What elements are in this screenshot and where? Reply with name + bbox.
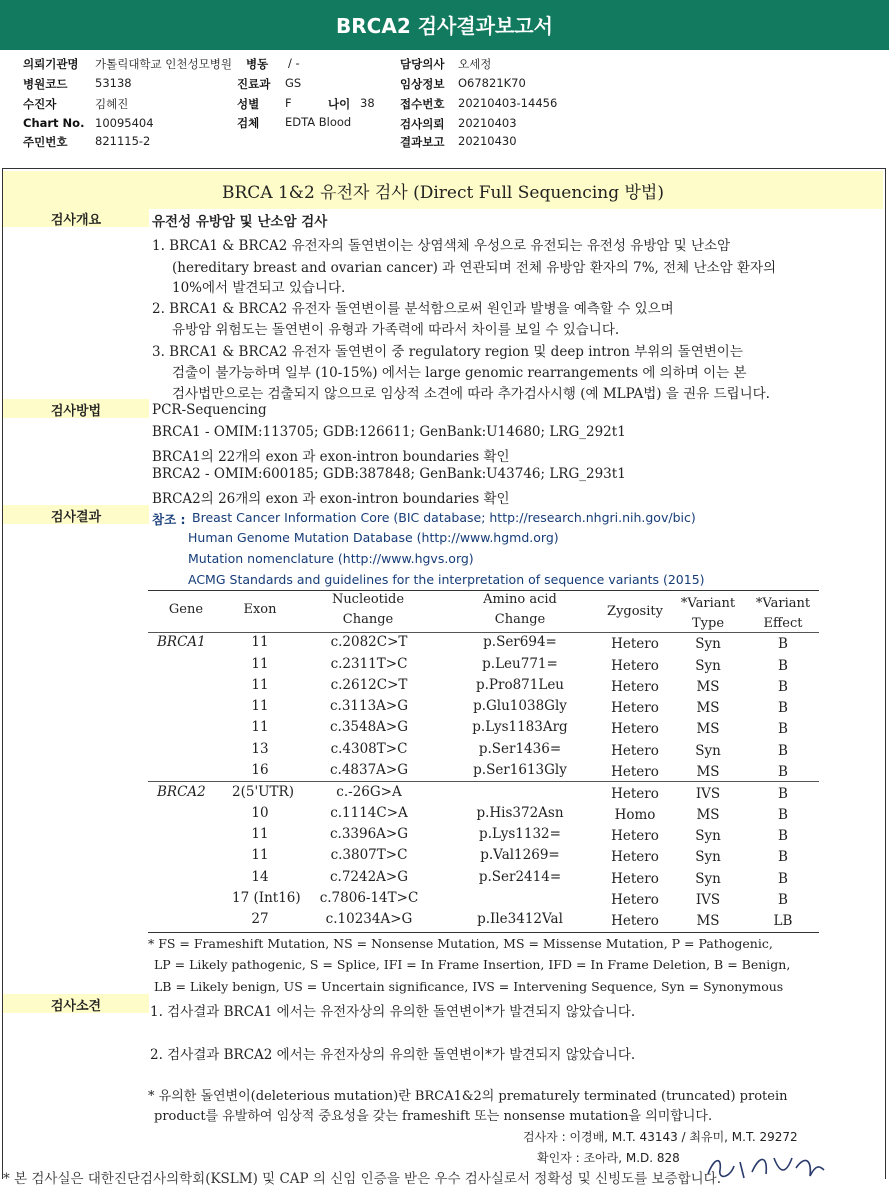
- th-amino-line1: Amino acid: [483, 592, 557, 607]
- table-bottom-rule: [148, 932, 819, 933]
- test-title: BRCA 1&2 유전자 검사 (Direct Full Sequencing 방법): [222, 183, 664, 203]
- cell-aa: p.Ser694=: [483, 634, 557, 650]
- label-request-date: 검사의뢰: [400, 117, 445, 131]
- overview-line: (hereditary breast and ovarian cancer) 과 연관되며 전체 유방암 환자의 7%, 전체 난소암 환자의: [172, 260, 777, 276]
- abbrev-line: LP = Likely pathogenic, S = Splice, IFI = In Frame Insertion, IFD = In Frame Deletion, B = Benign,: [154, 957, 791, 972]
- value-patient: 김혜진: [95, 97, 129, 111]
- cell-zyg: Hetero: [611, 828, 659, 844]
- cell-exon: 17 (Int16): [232, 890, 301, 906]
- cell-effect: B: [778, 658, 788, 674]
- overview-line: 유방암 위험도는 돌연변이 유형과 가족력에 따라서 차이를 보일 수 있습니다.: [172, 322, 620, 338]
- th-veffect-line1: *Variant: [755, 596, 811, 611]
- section-findings: 검사소견: [50, 999, 102, 1014]
- label-clinical-info: 임상정보: [400, 77, 445, 91]
- section-overview: 검사개요: [50, 213, 102, 228]
- cell-zyg: Hetero: [611, 892, 659, 908]
- cell-nuc: c.2612C>T: [330, 677, 408, 693]
- cell-nuc: c.7242A>G: [329, 869, 409, 885]
- cell-effect: B: [778, 849, 788, 865]
- reference-acmg: ACMG Standards and guidelines for the interpretation of sequence variants (2015): [188, 572, 705, 587]
- abbrev-line: LB = Likely benign, US = Uncertain significance, IVS = Intervening Sequence, Syn = Synonymous: [154, 979, 784, 994]
- confirmer-signature: 확인자 : 조아라, M.D. 828: [537, 1151, 680, 1165]
- cell-exon: 14: [251, 869, 269, 885]
- report-title: BRCA2 검사결과보고서: [336, 14, 553, 38]
- cell-nuc: c.3548A>G: [329, 719, 409, 735]
- label-sex: 성별: [237, 97, 260, 111]
- th-vtype-line1: *Variant: [680, 596, 736, 611]
- reference-prefix: 참조 :: [152, 512, 186, 527]
- tester-signature: 검사자 : 이경배, M.T. 43143 / 최유미, M.T. 29272: [523, 1130, 798, 1144]
- table-header-rule: [148, 632, 819, 633]
- cell-zyg: Hetero: [611, 658, 659, 674]
- method-line: BRCA2의 26개의 exon 과 exon-intron boundaries 확인: [152, 491, 510, 507]
- cell-aa: p.Ile3412Val: [477, 911, 563, 927]
- cell-zyg: Hetero: [611, 913, 659, 929]
- cell-aa: p.Leu771=: [482, 656, 558, 672]
- cell-nuc: c.3807T>C: [330, 847, 408, 863]
- cell-nuc: c.-26G>A: [336, 784, 402, 800]
- cell-exon: 11: [251, 656, 269, 672]
- cell-zyg: Hetero: [611, 764, 659, 780]
- label-doctor: 담당의사: [400, 57, 445, 71]
- label-department: 진료과: [237, 77, 271, 91]
- cell-type: MS: [696, 700, 720, 716]
- cell-aa: p.Lys1132=: [479, 826, 561, 842]
- cell-type: IVS: [695, 892, 721, 908]
- label-ward: 병동: [246, 57, 269, 71]
- cell-type: Syn: [695, 871, 721, 887]
- cell-exon: 11: [251, 677, 269, 693]
- overview-line: 검출이 불가능하며 일부 (10-15%) 에서는 large genomic rearrangements 에 의하며 이는 본: [172, 365, 747, 381]
- method-line: BRCA1의 22개의 exon 과 exon-intron boundaries 확인: [152, 449, 510, 465]
- label-id-number: 주민번호: [23, 135, 68, 149]
- cell-type: Syn: [695, 828, 721, 844]
- cell-nuc: c.1114C>A: [330, 805, 408, 821]
- label-age: 나이: [328, 97, 351, 111]
- section-method: 검사방법: [50, 404, 102, 419]
- cell-nuc: c.3113A>G: [329, 698, 409, 714]
- label-specimen: 검체: [237, 116, 260, 130]
- cell-type: Syn: [695, 743, 721, 759]
- value-department: GS: [285, 76, 302, 90]
- cell-aa: p.Ser1436=: [478, 741, 562, 757]
- th-variant-effect: [751, 594, 815, 634]
- reference-hgvs: Mutation nomenclature (http://www.hgvs.org): [188, 551, 474, 566]
- cell-zyg: Hetero: [611, 679, 659, 695]
- cell-exon: 13: [251, 741, 269, 757]
- cell-type: Syn: [695, 636, 721, 652]
- cell-effect: B: [778, 892, 788, 908]
- label-patient: 수진자: [23, 97, 57, 111]
- cell-exon: 11: [251, 847, 269, 863]
- cell-aa: p.Ser2414=: [478, 869, 562, 885]
- cell-nuc: c.4837A>G: [329, 762, 409, 778]
- value-report-date: 20210430: [458, 134, 517, 148]
- cell-aa: p.His372Asn: [476, 805, 564, 821]
- value-ward: / -: [288, 56, 300, 70]
- cell-zyg: Hetero: [611, 636, 659, 652]
- cell-type: MS: [696, 679, 720, 695]
- cell-exon: 10: [251, 805, 269, 821]
- cell-zyg: Hetero: [611, 871, 659, 887]
- th-veffect-line2: Effect: [763, 616, 803, 631]
- cell-aa: p.Glu1038Gly: [473, 698, 567, 714]
- cell-nuc: c.4308T>C: [330, 741, 408, 757]
- overview-heading: 유전성 유방암 및 난소암 검사: [152, 214, 328, 230]
- section-result: 검사결과: [50, 510, 102, 525]
- label-institution: 의뢰기관명: [23, 57, 79, 71]
- value-request-date: 20210403: [458, 116, 517, 130]
- cell-effect: B: [778, 764, 788, 780]
- cell-aa: p.Ser1613Gly: [473, 762, 567, 778]
- th-zygosity: Zygosity: [607, 604, 663, 619]
- overview-line: 1. BRCA1 & BRCA2 유전자의 돌연변이는 상염색체 우성으로 유전되는 유전성 유방암 및 난소암: [152, 238, 731, 254]
- label-accession: 접수번호: [400, 97, 445, 111]
- th-exon: Exon: [243, 602, 277, 617]
- footnote-line: * 유의한 돌연변이(deleterious mutation)란 BRCA1&2의 prematurely terminated (truncated) protein: [148, 1089, 788, 1104]
- cell-exon: 2(5'UTR): [232, 784, 294, 800]
- cell-zyg: Homo: [614, 807, 656, 823]
- cell-type: Syn: [695, 658, 721, 674]
- cell-exon: 11: [251, 634, 269, 650]
- cell-nuc: c.3396A>G: [329, 826, 409, 842]
- cell-type: MS: [696, 807, 720, 823]
- cell-type: Syn: [695, 849, 721, 865]
- cell-aa: p.Pro871Leu: [475, 677, 564, 693]
- accreditation-note: * 본 검사실은 대한진단검사의학회(KSLM) 및 CAP 의 신임 인증을 받은 우수 검사실로서 정확성 및 신빙도를 보증합니다.: [3, 1171, 721, 1187]
- overview-line: 3. BRCA1 & BRCA2 유전자 돌연변이 중 regulatory region 및 deep intron 부위의 돌연변이는: [152, 344, 743, 360]
- th-gene: Gene: [168, 602, 204, 617]
- overview-line: 2. BRCA1 & BRCA2 유전자 돌연변이를 분석함으로써 원인과 발병을 예측할 수 있으며: [152, 301, 674, 317]
- th-nucleotide: [315, 590, 421, 630]
- value-institution: 가톨릭대학교 인천성모병원: [95, 57, 232, 71]
- cell-aa: p.Val1269=: [480, 847, 560, 863]
- cell-exon: 11: [251, 698, 269, 714]
- cell-nuc: c.2311T>C: [330, 656, 408, 672]
- cell-exon: 27: [251, 911, 269, 927]
- cell-type: MS: [696, 764, 720, 780]
- footnote-line: product를 유발하여 임상적 중요성을 갖는 frameshift 또는 nonsense mutation을 의미합니다.: [154, 1109, 713, 1124]
- cell-effect: LB: [773, 913, 793, 929]
- label-report-date: 결과보고: [400, 135, 445, 149]
- method-line: BRCA1 - OMIM:113705; GDB:126611; GenBank:U14680; LRG_292t1: [152, 424, 626, 440]
- cell-exon: 11: [251, 719, 269, 735]
- cell-effect: B: [778, 786, 788, 802]
- value-age: 38: [360, 96, 375, 110]
- cell-exon: 16: [251, 762, 269, 778]
- value-clinical-info: O67821K70: [458, 76, 526, 90]
- th-amino-acid: [460, 590, 580, 630]
- reference-hgmd: Human Genome Mutation Database (http://www.hgmd.org): [188, 530, 559, 545]
- cell-zyg: Hetero: [611, 849, 659, 865]
- cell-effect: B: [778, 828, 788, 844]
- th-amino-line2: Change: [494, 612, 546, 627]
- cell-exon: 11: [251, 826, 269, 842]
- cell-effect: B: [778, 871, 788, 887]
- cell-nuc: c.7806-14T>C: [319, 890, 419, 906]
- cell-effect: B: [778, 743, 788, 759]
- th-nucleotide-line2: Change: [342, 612, 394, 627]
- cell-aa: p.Lys1183Arg: [472, 719, 568, 735]
- cell-effect: B: [778, 700, 788, 716]
- table-gene-divider: [148, 781, 819, 782]
- cell-nuc: c.10234A>G: [325, 911, 413, 927]
- reference-bic: Breast Cancer Information Core (BIC database; http://research.nhgri.nih.gov/bic): [192, 510, 696, 525]
- label-hospital-code: 병원코드: [23, 77, 68, 91]
- cell-effect: B: [778, 721, 788, 737]
- finding-brca2: 2. 검사결과 BRCA2 에서는 유전자상의 유의한 돌연변이*가 발견되지 않았습니다.: [150, 1047, 636, 1063]
- cell-nuc: c.2082C>T: [330, 634, 408, 650]
- cell-effect: B: [778, 679, 788, 695]
- abbrev-line: * FS = Frameshift Mutation, NS = Nonsense Mutation, MS = Missense Mutation, P = Pathogenic,: [148, 936, 773, 951]
- value-chart-no: 10095404: [95, 116, 154, 130]
- cell-effect: B: [778, 807, 788, 823]
- cell-zyg: Hetero: [611, 721, 659, 737]
- finding-brca1: 1. 검사결과 BRCA1 에서는 유전자상의 유의한 돌연변이*가 발견되지 않았습니다.: [150, 1004, 636, 1020]
- value-specimen: EDTA Blood: [285, 115, 352, 129]
- cell-type: MS: [696, 913, 720, 929]
- cell-gene: BRCA1: [157, 634, 206, 650]
- cell-zyg: Hetero: [611, 700, 659, 716]
- value-doctor: 오세정: [458, 57, 492, 71]
- label-chart-no: Chart No.: [23, 116, 85, 130]
- th-vtype-line2: Type: [691, 616, 725, 631]
- value-accession: 20210403-14456: [458, 96, 558, 110]
- method-line: BRCA2 - OMIM:600185; GDB:387848; GenBank:U43746; LRG_293t1: [152, 466, 626, 482]
- cell-type: MS: [696, 721, 720, 737]
- cell-zyg: Hetero: [611, 743, 659, 759]
- cell-zyg: Hetero: [611, 786, 659, 802]
- cell-effect: B: [778, 636, 788, 652]
- cell-gene: BRCA2: [157, 784, 206, 800]
- overview-line: 검사법만으로는 검출되지 않으므로 임상적 소견에 따라 추가검사시행 (예 MLPA법) 을 권유 드립니다.: [172, 386, 770, 402]
- value-id-number: 821115-2: [95, 134, 151, 148]
- th-variant-type: [677, 594, 739, 634]
- th-nucleotide-line1: Nucleotide: [331, 592, 405, 607]
- value-hospital-code: 53138: [95, 76, 132, 90]
- value-sex: F: [285, 96, 292, 110]
- cell-type: IVS: [695, 786, 721, 802]
- method-line: PCR-Sequencing: [152, 402, 267, 418]
- overview-line: 10%에서 발견되고 있습니다.: [172, 280, 346, 296]
